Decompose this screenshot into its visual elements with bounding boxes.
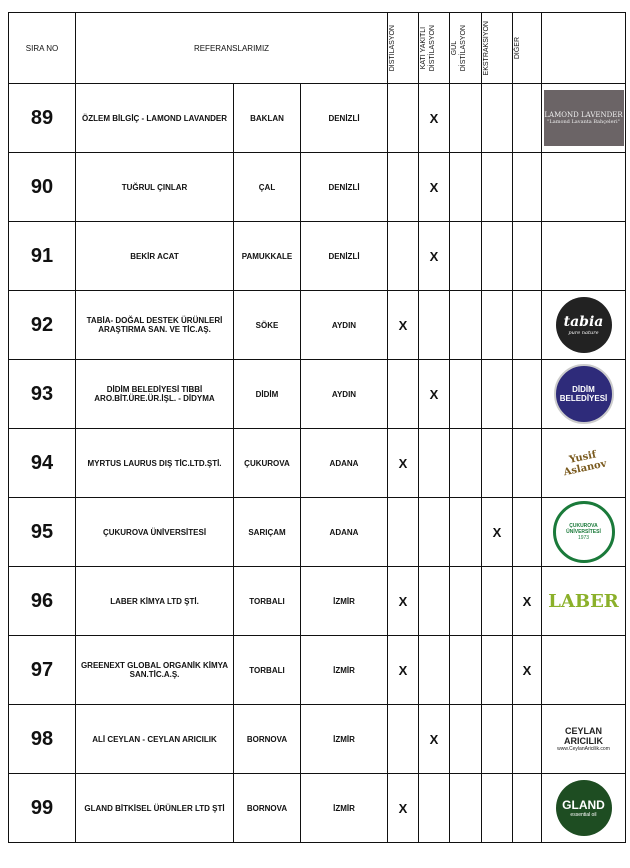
process-mark <box>482 567 513 636</box>
table-row <box>9 291 626 360</box>
logo-text: GLAND <box>562 798 605 812</box>
city: İZMİR <box>301 774 388 843</box>
table-row <box>9 705 626 774</box>
table-row <box>9 222 626 291</box>
process-mark <box>419 291 450 360</box>
city: İZMİR <box>301 567 388 636</box>
company-name: DİDİM BELEDİYESİ TIBBİ ARO.BİT.ÜRE.ÜR.İŞL. - DİDYMA <box>76 360 234 429</box>
header-sira-no: SIRA NO <box>9 13 76 84</box>
process-mark <box>388 153 419 222</box>
district: DİDİM <box>234 360 301 429</box>
process-mark <box>513 705 542 774</box>
process-mark <box>482 705 513 774</box>
company-logo <box>554 364 614 424</box>
process-mark <box>450 429 482 498</box>
company-name: MYRTUS LAURUS DIŞ TİC.LTD.ŞTİ. <box>76 429 234 498</box>
table-row <box>9 567 626 636</box>
process-mark <box>450 153 482 222</box>
company-name: TABİA- DOĞAL DESTEK ÜRÜNLERİ ARAŞTIRMA SAN. VE TİC.AŞ. <box>76 291 234 360</box>
logo-cell <box>542 636 626 705</box>
district: TORBALI <box>234 636 301 705</box>
city: ADANA <box>301 498 388 567</box>
company-logo <box>544 90 624 146</box>
company-name: GLAND BİTKİSEL ÜRÜNLER LTD ŞTİ <box>76 774 234 843</box>
city: İZMİR <box>301 636 388 705</box>
process-mark <box>482 429 513 498</box>
city: AYDIN <box>301 360 388 429</box>
process-mark <box>513 429 542 498</box>
company-name: LABER KİMYA LTD ŞTİ. <box>76 567 234 636</box>
process-mark <box>450 705 482 774</box>
district: ÇAL <box>234 153 301 222</box>
city: DENİZLİ <box>301 84 388 153</box>
process-mark <box>388 705 419 774</box>
header-kati-yakitli: KATI YAKITLI DİSTİLASYON <box>420 24 436 72</box>
process-mark <box>388 498 419 567</box>
process-mark <box>513 498 542 567</box>
row-number: 94 <box>9 429 76 498</box>
process-mark <box>482 774 513 843</box>
process-mark <box>482 291 513 360</box>
process-mark <box>419 774 450 843</box>
header-diger: DİĞER <box>514 36 521 60</box>
logo-subtext: essential oil <box>570 812 597 818</box>
process-mark <box>482 222 513 291</box>
process-mark <box>388 222 419 291</box>
row-number: 98 <box>9 705 76 774</box>
process-mark <box>513 153 542 222</box>
process-mark <box>482 636 513 705</box>
process-mark: X <box>419 84 450 153</box>
logo-subtext: pure nature <box>568 330 599 336</box>
company-name: ÖZLEM BİLGİÇ - LAMOND LAVANDER <box>76 84 234 153</box>
process-mark <box>513 84 542 153</box>
table-row <box>9 429 626 498</box>
process-mark: X <box>513 567 542 636</box>
logo-text: LAMOND LAVENDER <box>544 111 623 119</box>
process-mark <box>482 84 513 153</box>
table-row <box>9 774 626 843</box>
city: ADANA <box>301 429 388 498</box>
process-mark: X <box>388 567 419 636</box>
process-mark <box>450 291 482 360</box>
process-mark <box>419 636 450 705</box>
row-number: 96 <box>9 567 76 636</box>
process-mark: X <box>482 498 513 567</box>
row-number: 93 <box>9 360 76 429</box>
process-mark: X <box>419 153 450 222</box>
row-number: 89 <box>9 84 76 153</box>
company-name: TUĞRUL ÇINLAR <box>76 153 234 222</box>
header-logo <box>542 13 626 84</box>
logo-cell <box>542 705 626 774</box>
references-table <box>8 12 626 843</box>
logo-cell <box>542 84 626 153</box>
logo-text: CEYLAN ARICILIK <box>564 726 603 746</box>
company-logo <box>553 501 615 563</box>
process-mark: X <box>388 291 419 360</box>
process-mark <box>513 291 542 360</box>
district: SÖKE <box>234 291 301 360</box>
company-logo <box>543 426 624 499</box>
logo-cell <box>542 153 626 222</box>
process-mark: X <box>419 705 450 774</box>
process-mark <box>388 360 419 429</box>
logo-cell <box>542 567 626 636</box>
city: AYDIN <box>301 291 388 360</box>
district: PAMUKKALE <box>234 222 301 291</box>
row-number: 95 <box>9 498 76 567</box>
logo-cell <box>542 222 626 291</box>
process-mark <box>419 429 450 498</box>
process-mark <box>450 636 482 705</box>
process-mark: X <box>388 636 419 705</box>
row-number: 92 <box>9 291 76 360</box>
process-mark: X <box>419 360 450 429</box>
logo-text: tabia <box>563 314 604 330</box>
district: TORBALI <box>234 567 301 636</box>
company-logo <box>546 710 622 768</box>
header-row <box>9 13 626 84</box>
logo-subtext: "Lamond Lavanta Bahçeleri" <box>547 119 620 125</box>
process-mark <box>513 774 542 843</box>
process-mark: X <box>419 222 450 291</box>
process-mark: X <box>388 429 419 498</box>
row-number: 90 <box>9 153 76 222</box>
table-row <box>9 153 626 222</box>
row-number: 91 <box>9 222 76 291</box>
table-row <box>9 498 626 567</box>
company-logo <box>556 297 612 353</box>
company-logo <box>548 573 620 629</box>
table-row <box>9 84 626 153</box>
logo-cell <box>542 774 626 843</box>
process-mark <box>450 84 482 153</box>
process-mark <box>482 153 513 222</box>
district: BAKLAN <box>234 84 301 153</box>
district: ÇUKUROVA <box>234 429 301 498</box>
logo-cell <box>542 498 626 567</box>
company-name: BEKİR ACAT <box>76 222 234 291</box>
logo-cell <box>542 291 626 360</box>
logo-text: Yusif Aslanov <box>562 449 608 479</box>
process-mark <box>513 360 542 429</box>
company-logo <box>556 780 612 836</box>
table-row <box>9 636 626 705</box>
process-mark <box>388 84 419 153</box>
table-row <box>9 360 626 429</box>
process-mark <box>419 567 450 636</box>
logo-cell <box>542 360 626 429</box>
process-mark <box>450 567 482 636</box>
logo-cell <box>542 429 626 498</box>
header-references: REFERANSLARIMIZ <box>76 13 388 84</box>
city: İZMİR <box>301 705 388 774</box>
city: DENİZLİ <box>301 153 388 222</box>
row-number: 97 <box>9 636 76 705</box>
process-mark <box>450 498 482 567</box>
logo-text: ÇUKUROVA ÜNİVERSİTESİ <box>566 523 601 535</box>
company-name: ALİ CEYLAN - CEYLAN ARICILIK <box>76 705 234 774</box>
process-mark <box>450 360 482 429</box>
district: BORNOVA <box>234 774 301 843</box>
row-number: 99 <box>9 774 76 843</box>
process-mark <box>513 222 542 291</box>
city: DENİZLİ <box>301 222 388 291</box>
process-mark <box>482 360 513 429</box>
process-mark <box>450 222 482 291</box>
logo-subtext: 1973 <box>577 535 590 541</box>
header-gul: GÜL DİSTİLASYON <box>451 24 467 72</box>
company-name: ÇUKUROVA ÜNİVERSİTESİ <box>76 498 234 567</box>
process-mark: X <box>513 636 542 705</box>
header-distilasyon: DİSTİLASYON <box>389 24 396 72</box>
district: BORNOVA <box>234 705 301 774</box>
district: SARIÇAM <box>234 498 301 567</box>
logo-text: DİDİM BELEDİYESİ <box>559 385 608 403</box>
process-mark <box>419 498 450 567</box>
logo-text: LABER <box>548 590 619 612</box>
process-mark: X <box>388 774 419 843</box>
process-mark <box>450 774 482 843</box>
company-name: GREENEXT GLOBAL ORGANİK KİMYA SAN.TİC.A.Ş. <box>76 636 234 705</box>
header-ekstraksiyon: EKSTRAKSİYON <box>483 20 490 76</box>
logo-subtext: www.CeylanAricilik.com <box>557 746 610 752</box>
